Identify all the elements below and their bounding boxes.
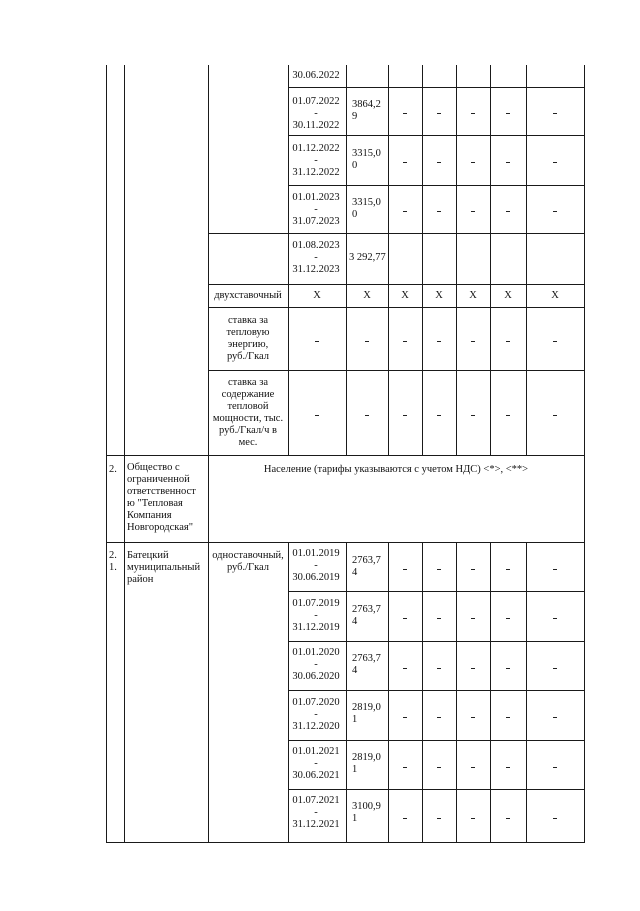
dash-mark <box>471 415 475 416</box>
grid-line <box>422 65 423 456</box>
population-note: Население (тарифы указываются с учетом НДС) <*>, <**> <box>263 464 529 475</box>
dash-mark <box>471 113 475 114</box>
period-cell: 30.06.2022 <box>292 70 340 81</box>
dash-mark <box>506 569 510 570</box>
period-cell: 01.08.2023 - 31.12.2023 <box>292 240 340 275</box>
dash-mark <box>403 211 407 212</box>
grid-line <box>388 65 389 456</box>
value-cell: 2763,7 4 <box>352 604 381 627</box>
grid-line <box>346 542 347 843</box>
value-cell: 3 292,77 <box>349 252 386 263</box>
grid-line <box>526 65 527 456</box>
period-cell: 01.01.2019 - 30.06.2019 <box>292 548 340 583</box>
grid-line <box>288 87 585 88</box>
grid-line <box>288 740 585 741</box>
value-cell: 3315,0 0 <box>352 197 381 220</box>
grid-line <box>208 307 585 308</box>
rate-heat-label: ставка за тепловую энергию, руб./Гкал <box>226 315 270 362</box>
dash-mark <box>553 415 557 416</box>
period-cell: 01.07.2022 - 30.11.2022 <box>292 96 340 131</box>
dash-mark <box>403 569 407 570</box>
grid-line <box>288 135 585 136</box>
dash-mark <box>553 211 557 212</box>
grid-line <box>124 65 125 456</box>
dash-mark <box>553 668 557 669</box>
grid-line <box>106 455 585 456</box>
value-cell: 2819,0 1 <box>352 752 381 775</box>
grid-line <box>490 542 491 843</box>
dash-mark <box>403 818 407 819</box>
dash-mark <box>403 767 407 768</box>
dash-mark <box>553 618 557 619</box>
dash-mark <box>437 717 441 718</box>
dash-mark <box>471 717 475 718</box>
grid-line <box>456 542 457 843</box>
dash-mark <box>471 668 475 669</box>
grid-line <box>288 185 585 186</box>
dash-mark <box>471 818 475 819</box>
dash-mark <box>365 415 369 416</box>
grid-line <box>526 542 527 843</box>
dash-mark <box>506 162 510 163</box>
dash-mark <box>437 113 441 114</box>
dash-mark <box>315 415 319 416</box>
value-cell: 2763,7 4 <box>352 653 381 676</box>
grid-line <box>346 65 347 456</box>
dash-mark <box>403 113 407 114</box>
dash-mark <box>437 415 441 416</box>
value-cell: 2763,7 4 <box>352 555 381 578</box>
grid-line <box>288 690 585 691</box>
x-mark: X <box>551 290 559 301</box>
dash-mark <box>506 818 510 819</box>
x-mark: X <box>401 290 409 301</box>
dash-mark <box>437 211 441 212</box>
x-mark: X <box>504 290 512 301</box>
grid-line <box>422 542 423 843</box>
dash-mark <box>437 162 441 163</box>
grid-line <box>456 65 457 456</box>
dash-mark <box>471 341 475 342</box>
dash-mark <box>403 341 407 342</box>
rate-capacity-label: ставка за содержание тепловой мощности, тыс. руб./Гкал/ч в мес. <box>212 377 284 448</box>
dash-mark <box>471 569 475 570</box>
dash-mark <box>365 341 369 342</box>
two-part-label: двухставочный <box>214 290 282 301</box>
dash-mark <box>403 618 407 619</box>
dash-mark <box>437 668 441 669</box>
period-cell: 01.01.2023 - 31.07.2023 <box>292 192 340 227</box>
dash-mark <box>553 767 557 768</box>
organization-name: Общество с ограниченной ответственност ю "Тепловая Компания Новгородская" <box>127 462 196 533</box>
period-cell: 01.07.2019 - 31.12.2019 <box>292 598 340 633</box>
dash-mark <box>403 668 407 669</box>
dash-mark <box>471 618 475 619</box>
dash-mark <box>553 818 557 819</box>
section-number: 2. <box>109 464 117 475</box>
dash-mark <box>506 767 510 768</box>
dash-mark <box>403 162 407 163</box>
grid-line <box>288 641 585 642</box>
grid-line <box>584 65 585 843</box>
period-cell: 01.01.2020 - 30.06.2020 <box>292 647 340 682</box>
value-cell: 3315,0 0 <box>352 148 381 171</box>
dash-mark <box>471 767 475 768</box>
grid-line <box>208 284 585 285</box>
dash-mark <box>553 162 557 163</box>
dash-mark <box>437 618 441 619</box>
x-mark: X <box>435 290 443 301</box>
period-cell: 01.07.2021 - 31.12.2021 <box>292 795 340 830</box>
dash-mark <box>506 341 510 342</box>
dash-mark <box>403 415 407 416</box>
dash-mark <box>553 569 557 570</box>
dash-mark <box>506 415 510 416</box>
x-mark: X <box>313 290 321 301</box>
dash-mark <box>553 341 557 342</box>
grid-line <box>490 65 491 456</box>
dash-mark <box>506 618 510 619</box>
grid-line <box>288 789 585 790</box>
period-cell: 01.07.2020 - 31.12.2020 <box>292 697 340 732</box>
dash-mark <box>506 717 510 718</box>
dash-mark <box>437 569 441 570</box>
period-cell: 01.01.2021 - 30.06.2021 <box>292 746 340 781</box>
subsection-number: 2. 1. <box>109 550 117 573</box>
grid-line <box>208 233 585 234</box>
dash-mark <box>437 767 441 768</box>
tariff-type: одноставочный, руб./Гкал <box>212 550 284 573</box>
dash-mark <box>506 668 510 669</box>
grid-line <box>388 542 389 843</box>
dash-mark <box>437 341 441 342</box>
dash-mark <box>315 341 319 342</box>
value-cell: 3100,9 1 <box>352 801 381 824</box>
grid-line <box>208 370 585 371</box>
x-mark: X <box>469 290 477 301</box>
dash-mark <box>403 717 407 718</box>
dash-mark <box>506 113 510 114</box>
dash-mark <box>553 717 557 718</box>
dash-mark <box>471 162 475 163</box>
dash-mark <box>471 211 475 212</box>
dash-mark <box>553 113 557 114</box>
x-mark: X <box>363 290 371 301</box>
grid-line <box>106 65 107 843</box>
value-cell: 3864,2 9 <box>352 99 381 122</box>
district-name: Батецкий муниципальный район <box>127 550 201 585</box>
grid-line <box>124 455 125 843</box>
dash-mark <box>437 818 441 819</box>
grid-line <box>208 455 209 843</box>
grid-line <box>288 591 585 592</box>
value-cell: 2819,0 1 <box>352 702 381 725</box>
grid-line <box>106 842 585 843</box>
dash-mark <box>506 211 510 212</box>
period-cell: 01.12.2022 - 31.12.2022 <box>292 143 340 178</box>
